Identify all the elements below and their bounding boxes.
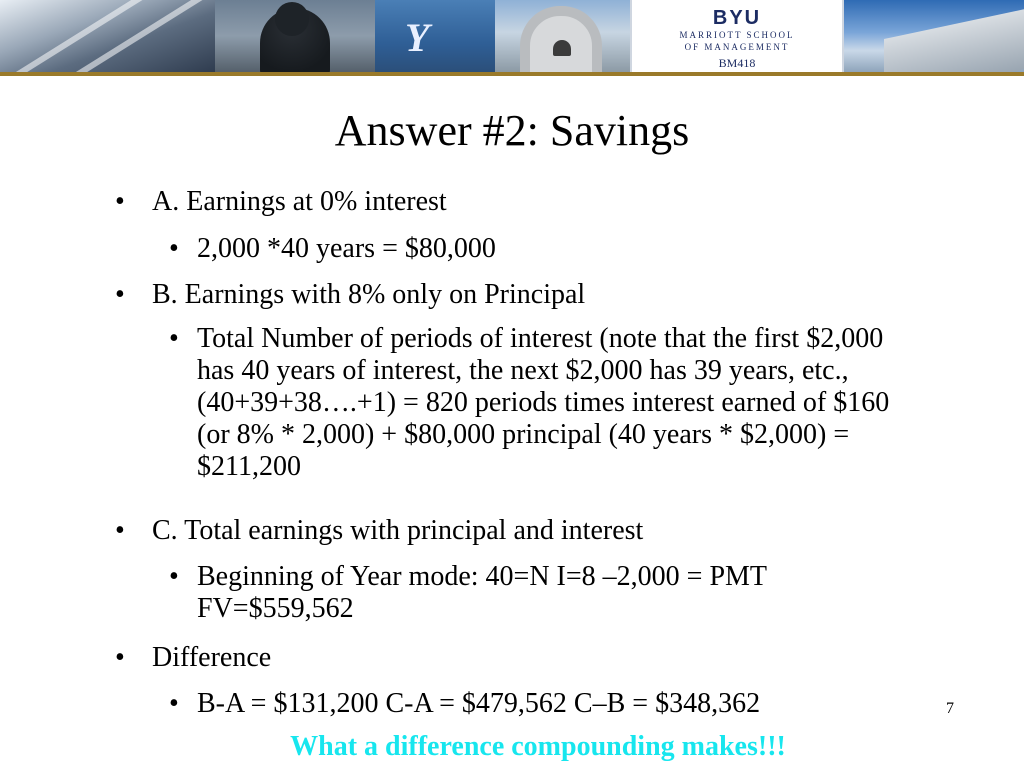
bullet-dot: • [169, 561, 179, 592]
bullet-item [115, 186, 447, 218]
sub-bullet-item [169, 323, 917, 483]
page-number: 7 [946, 700, 954, 717]
footer-note: What a difference compounding makes!!! [290, 731, 786, 762]
slide-title: Answer #2: Savings [334, 106, 690, 155]
bullet-text: Beginning of Year mode: 40=N I=8 –2,000 = PMT FV=$559,562 [197, 561, 767, 624]
bullet-dot: • [169, 233, 179, 264]
bullet-text: C. Total earnings with principal and interest [152, 515, 644, 546]
sub-bullet-item [169, 688, 917, 720]
bullet-item [115, 642, 272, 674]
bullet-text: Total Number of periods of interest (note that the first $2,000 has 40 years of interest, the next $2,000 has 39 years, etc., (40+39+38….+1) = 820 periods times interest earned of $160 (or 8% * 2,000) + $80,000 principal (40 years * $2,000) = $211,200 [197, 323, 890, 482]
course-code: BM418 [718, 56, 756, 70]
bullet-dot: • [115, 642, 125, 673]
sub-bullet-item [169, 561, 917, 625]
bullet-item [115, 515, 644, 547]
bullet-text: 2,000 *40 years = $80,000 [197, 233, 496, 264]
bullet-text: Difference [152, 642, 272, 673]
bullet-text: A. Earnings at 0% interest [152, 186, 447, 217]
logo-brand: BYU [712, 7, 762, 29]
bullet-text: B. Earnings with 8% only on Principal [152, 279, 586, 310]
bullet-dot: • [115, 279, 125, 310]
y-mountain-photo: Y [375, 0, 495, 72]
bullet-text: B-A = $131,200 C-A = $479,562 C–B = $348,362 [197, 688, 761, 719]
bullet-dot: • [169, 323, 179, 354]
sub-bullet-item [169, 233, 917, 265]
bullet-dot: • [115, 186, 125, 217]
bullet-dot: • [169, 688, 179, 719]
logo-school: MARRIOTT SCHOOL [679, 30, 795, 40]
bullet-item [115, 279, 586, 311]
logo-subtitle: OF MANAGEMENT [684, 42, 790, 52]
bullet-dot: • [115, 515, 125, 546]
